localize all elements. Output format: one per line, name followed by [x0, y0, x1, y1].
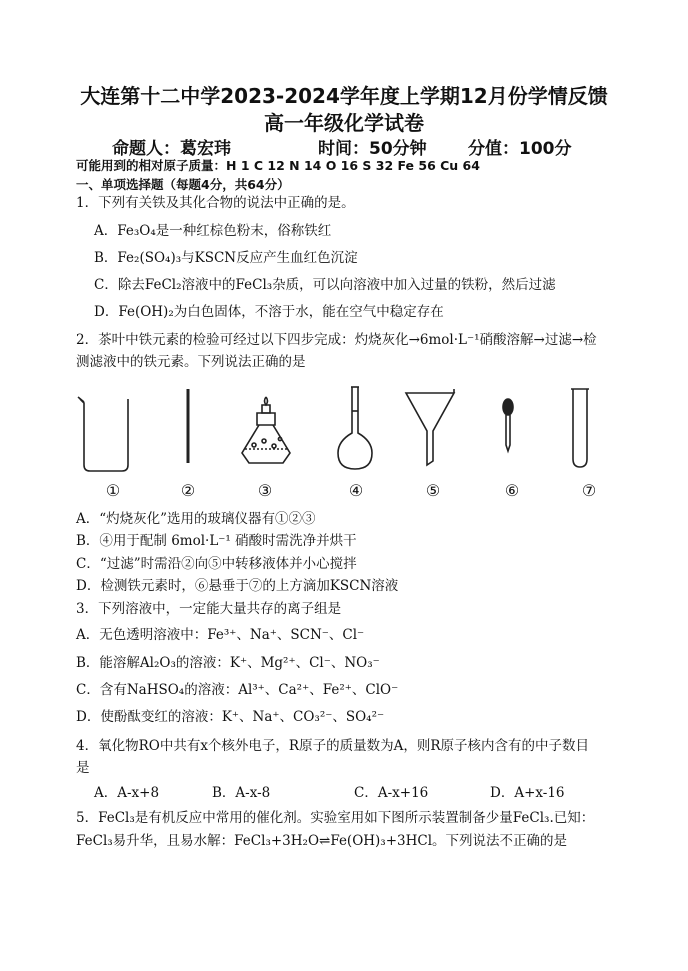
score-label: 分值：100分 [468, 139, 572, 159]
q2-option-d: D．检测铁元素时，⑥悬垂于⑦的上方滴加KSCN溶液 [76, 578, 399, 594]
q5-stem-line1: 5．FeCl₃是有机反应中常用的催化剂。实验室用如下图所示装置制备少量FeCl₃.已知： [76, 810, 595, 826]
q4-option-b: B．A-x-8 [212, 785, 271, 801]
beaker-icon [78, 397, 128, 471]
q2-stem-line1: 2．茶叶中铁元素的检验可经过以下四步完成：灼烧灰化→6mol·L⁻¹硝酸溶解→过滤→检 [76, 332, 597, 348]
q2-option-b: B．④用于配制 6mol·L⁻¹ 硝酸时需洗净并烘干 [76, 533, 357, 549]
q2-stem-line2: 测滤液中的铁元素。下列说法正确的是 [76, 354, 306, 370]
test-tube-icon [571, 389, 589, 467]
exam-title-line1: 大连第十二中学2023-2024学年度上学期12月份学情反馈 [80, 84, 608, 108]
q4-option-c: C．A-x+16 [354, 785, 429, 801]
q2-option-a: A．“灼烧灰化”选用的玻璃仪器有①②③ [76, 511, 316, 527]
time-label: 时间：50分钟 [318, 139, 427, 159]
section-heading: 一、单项选择题（每题4分，共64分） [76, 177, 290, 192]
q4-stem-line2: 是 [76, 760, 90, 776]
exam-title-line2: 高一年级化学试卷 [264, 111, 424, 135]
label-4: ④ [348, 481, 364, 500]
label-2: ② [180, 481, 196, 500]
q5-stem-line2: FeCl₃易升华，且易水解：FeCl₃+3H₂O⇌Fe(OH)₃+3HCl。下列说法不正确的是 [76, 833, 568, 849]
q3-option-d: D．使酚酞变红的溶液：K⁺、Na⁺、CO₃²⁻、SO₄²⁻ [76, 709, 385, 725]
q4-option-a: A．A-x+8 [94, 785, 160, 801]
q3-option-a: A．无色透明溶液中：Fe³⁺、Na⁺、SCN⁻、Cl⁻ [76, 627, 365, 643]
q1-option-d: D．Fe(OH)₂为白色固体，不溶于水，能在空气中稳定存在 [94, 304, 444, 320]
funnel-icon [406, 389, 454, 465]
q1-option-b: B．Fe₂(SO₄)₃与KSCN反应产生血红色沉淀 [94, 250, 358, 266]
q1-option-c: C．除去FeCl₂溶液中的FeCl₃杂质，可以向溶液中加入过量的铁粉，然后过滤 [94, 277, 556, 293]
q3-option-b: B．能溶解Al₂O₃的溶液：K⁺、Mg²⁺、Cl⁻、NO₃⁻ [76, 655, 380, 671]
q4-stem-line1: 4．氧化物RO中共有x个核外电子，R原子的质量数为A，则R原子核内含有的中子数目 [76, 738, 590, 754]
volumetric-flask-icon [338, 387, 372, 469]
q4-option-d: D．A+x-16 [490, 785, 565, 801]
label-6: ⑥ [504, 481, 520, 500]
label-3: ③ [257, 481, 273, 500]
alcohol-lamp-icon [242, 397, 290, 463]
label-7: ⑦ [581, 481, 597, 500]
atomic-masses: 可能用到的相对原子质量：H 1 C 12 N 14 O 16 S 32 Fe 56 Cu 64 [76, 158, 480, 173]
label-1: ① [105, 481, 121, 500]
label-5: ⑤ [425, 481, 441, 500]
q1-stem: 1．下列有关铁及其化合物的说法中正确的是。 [76, 195, 355, 211]
q3-option-c: C．含有NaHSO₄的溶液：Al³⁺、Ca²⁺、Fe²⁺、ClO⁻ [76, 682, 399, 698]
author-label: 命题人：葛宏玮 [112, 139, 231, 159]
q3-stem: 3．下列溶液中，一定能大量共存的离子组是 [76, 601, 342, 617]
q1-option-a: A．Fe₃O₄是一种红棕色粉末，俗称铁红 [94, 223, 332, 239]
q2-option-c: C．“过滤”时需沿②向⑤中转移液体并小心搅拌 [76, 556, 357, 572]
dropper-icon [503, 399, 513, 451]
